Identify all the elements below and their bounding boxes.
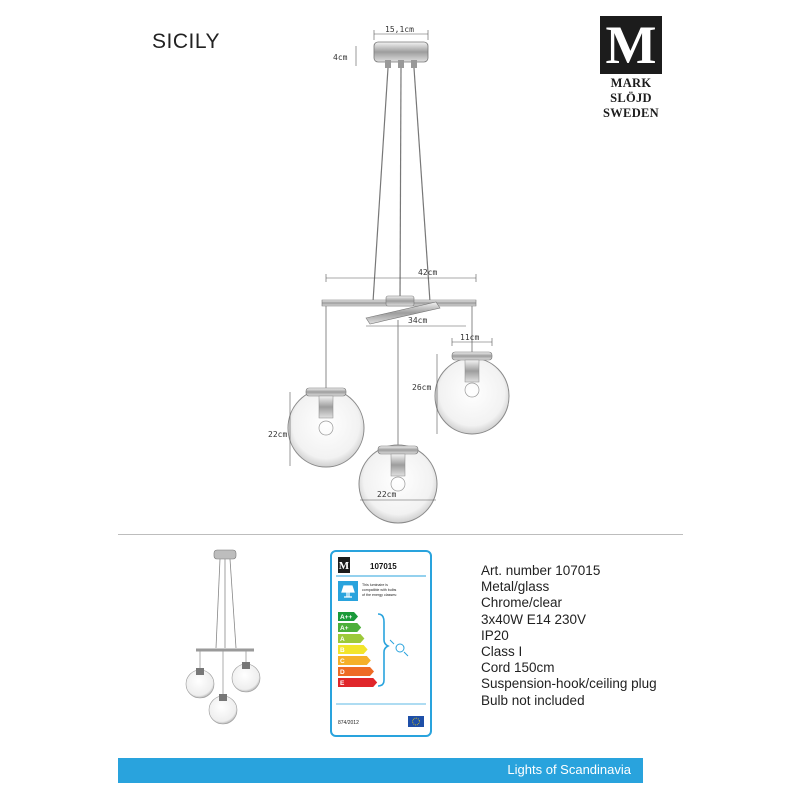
energy-class-bar xyxy=(338,634,364,643)
spec-line: Suspension-hook/ceiling plug xyxy=(481,676,657,692)
dim-right-globe-height: 26cm xyxy=(412,383,432,392)
specs-list xyxy=(481,563,657,709)
energy-class-bar xyxy=(338,678,377,687)
canopy xyxy=(374,42,428,62)
energy-class-bar xyxy=(338,612,358,621)
brand-logo xyxy=(600,16,662,122)
energy-label-graphic xyxy=(332,552,430,735)
bulb-icon xyxy=(390,640,408,656)
dim-arm-span: 34cm xyxy=(408,316,428,325)
divider xyxy=(118,534,683,535)
spec-line: Art. number 107015 xyxy=(481,563,601,578)
compat-text-1: This luminaire is xyxy=(362,583,388,587)
dim-small-globe: 11cm xyxy=(460,333,480,342)
spec-line: Chrome/clear xyxy=(481,595,563,611)
spec-line: Metal/glass xyxy=(481,579,550,595)
label-article: 107015 xyxy=(370,562,397,571)
logo-line-3: SWEDEN xyxy=(603,106,659,120)
logo-line-2: SLÖJD xyxy=(610,91,652,105)
energy-label xyxy=(330,550,432,737)
dim-left-globe-height: 22cm xyxy=(268,430,288,439)
dim-center-globe: 22cm xyxy=(377,490,397,499)
dim-canopy-height: 4cm xyxy=(333,53,348,62)
spec-line: Class I xyxy=(481,644,523,660)
dim-frame-width: 42cm xyxy=(418,268,438,277)
dim-canopy-width: 15,1cm xyxy=(385,25,414,34)
energy-class-label: B xyxy=(340,647,345,654)
logo-line-1: MARK xyxy=(610,76,652,90)
energy-class-bar xyxy=(338,667,374,676)
technical-drawing xyxy=(260,16,530,532)
logo-letter: M xyxy=(600,16,662,74)
eu-flag-icon xyxy=(408,716,424,727)
energy-class-label: C xyxy=(340,658,345,665)
label-regulation: 874/2012 xyxy=(338,720,359,726)
energy-class-bar xyxy=(338,656,371,665)
product-title: SICILY xyxy=(152,30,220,53)
energy-class-label: D xyxy=(340,669,345,676)
spec-line: 3x40W E14 230V xyxy=(481,611,587,627)
spec-line: IP20 xyxy=(481,627,509,643)
compat-text-2: compatible with bulbs xyxy=(362,588,397,592)
compat-text-3: of the energy classes: xyxy=(362,593,397,597)
svg-text:M: M xyxy=(338,560,350,572)
footer-text: Lights of Scandinavia xyxy=(507,762,631,777)
product-photo xyxy=(180,544,270,744)
energy-class-label: A++ xyxy=(340,614,353,621)
energy-class-label: A+ xyxy=(340,625,349,632)
footer-bar xyxy=(118,758,643,783)
energy-class-bar xyxy=(338,623,361,632)
energy-class-label: A xyxy=(340,636,345,643)
energy-class-label: E xyxy=(340,680,345,687)
spec-line: Cord 150cm xyxy=(481,660,555,676)
spec-line: Bulb not included xyxy=(481,692,585,708)
energy-class-bar xyxy=(338,645,368,654)
